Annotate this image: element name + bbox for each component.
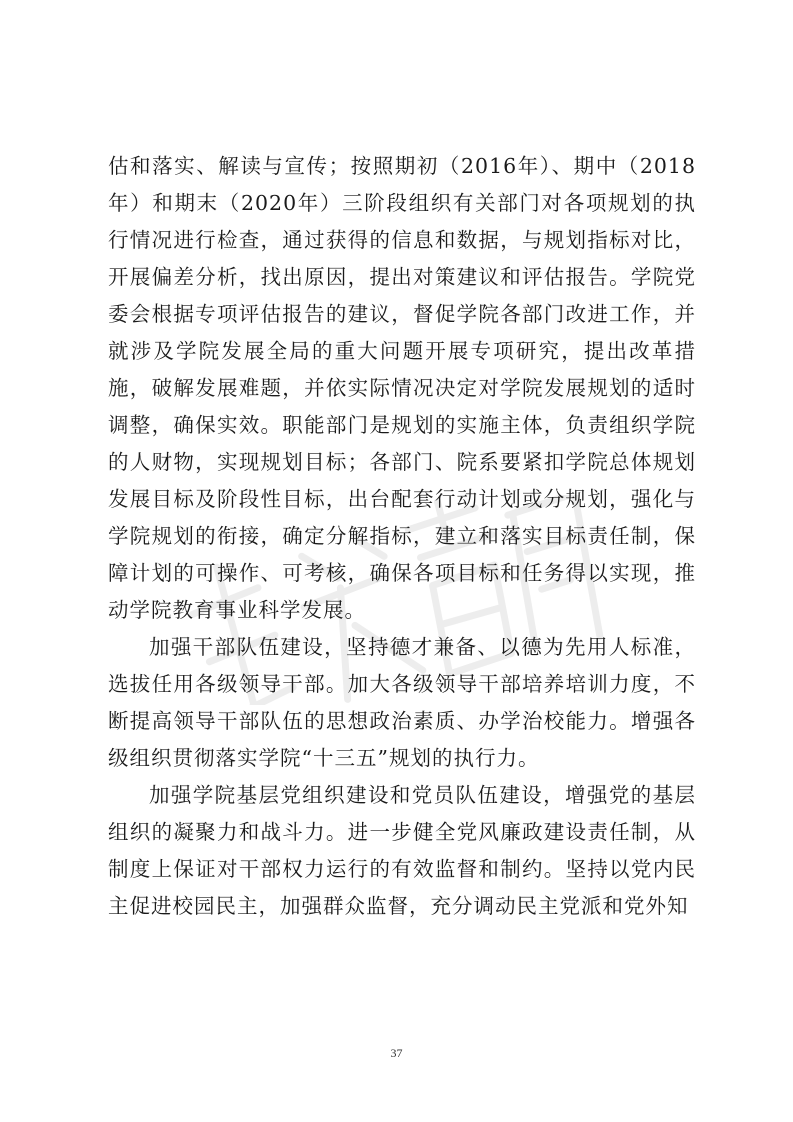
page-number: 37	[390, 1046, 403, 1060]
paragraph-continuation: 估和落实、解读与宣传；按照期初（2016年）、期中（2018年）和期末（2020年）三阶段组织有关部门对各项规划的执行情况进行检查，通过获得的信息和数据，与规划指标对比，开展偏差分析，找出原因，提出对策建议和评估报告。学院党委会根据专项评估报告的建议，督促学院各部门改进工作，并就涉及学院发展全局的重大问题开展专项研究，提出改革措施，破解发展难题，并依实际情况决定对学院发展规划的适时调整，确保实效。职能部门是规划的实施主体，负责组织学院的人财物，实现规划目标；各部门、院系要紧扣学院总体规划发展目标及阶段性目标，出台配套行动计划或分规划，强化与学院规划的衔接，确定分解指标，建立和落实目标责任制，保障计划的可操作、可考核，确保各项目标和任务得以实现，推动学院教育事业科学发展。	[108, 154, 696, 622]
paragraph-party-organization: 加强学院基层党组织建设和党员队伍建设，增强党的基层组织的凝聚力和战斗力。进一步健全党风廉政建设责任制，从制度上保证对干部权力运行的有效监督和制约。坚持以党内民主促进校园民主，加强群众监督，充分调动民主党派和党外知	[108, 783, 696, 918]
body-text	[108, 148, 696, 925]
paragraph-cadre-building: 加强干部队伍建设，坚持德才兼备、以德为先用人标准，选拔任用各级领导干部。加大各级领导干部培养培训力度，不断提高领导干部队伍的思想政治素质、办学治校能力。增强各级组织贯彻落实学院“十三五”规划的执行力。	[108, 635, 696, 770]
